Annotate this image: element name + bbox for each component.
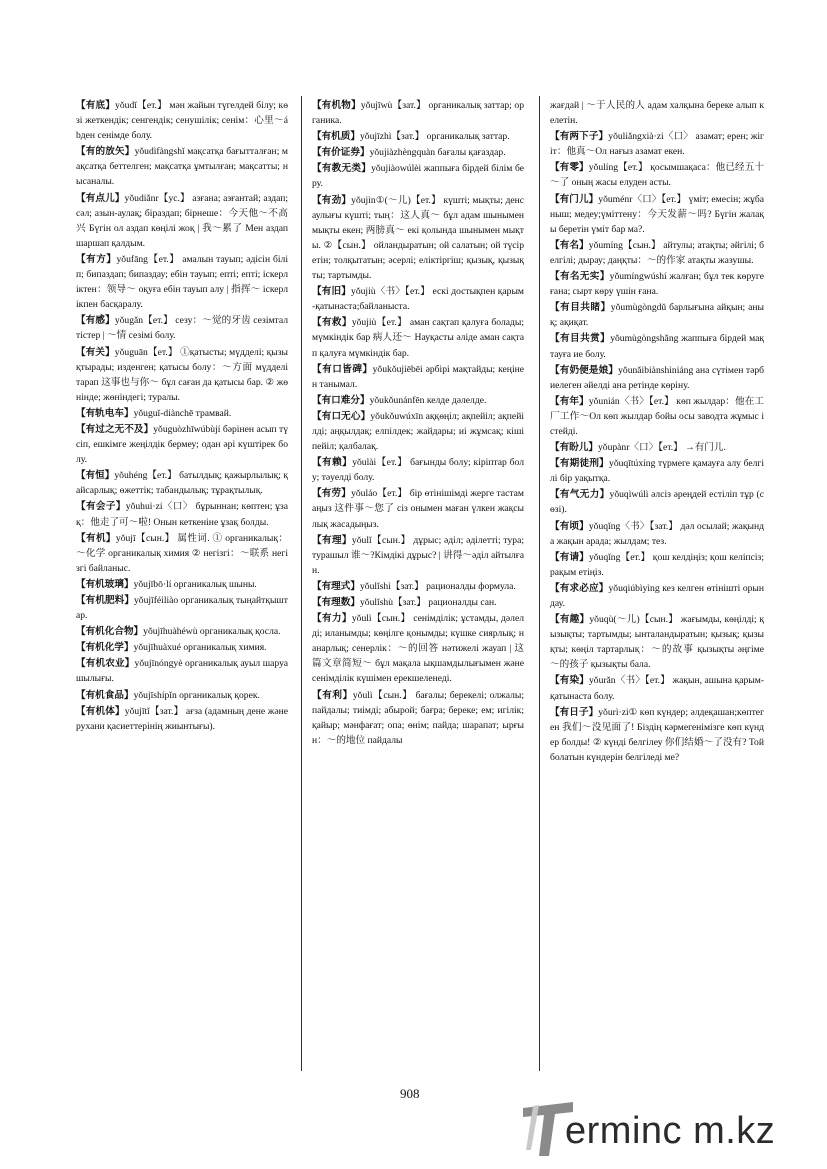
entry-headword: 【有教无类】 xyxy=(312,163,372,175)
dictionary-entry xyxy=(550,519,764,549)
dictionary-entry xyxy=(312,595,524,610)
entry-definition: yǒumíng【сын.】 айтулы; атақты; әйгілі; белгілі; дырау; даңқты：～的作家 атақты жазушы. xyxy=(550,239,764,266)
entry-definition: yǒulǐ【сын.】 дұрыс; әділ; әділетті; тура; турашыл 谁～?Кімдікі дұрыс? | 讲得～әділ айтылған. xyxy=(312,534,524,576)
entry-headword: 【有请】 xyxy=(550,551,589,563)
dictionary-entry xyxy=(550,581,764,611)
entry-headword: 【有感】 xyxy=(76,315,115,327)
dictionary-entry xyxy=(312,98,524,128)
dictionary-entry xyxy=(76,704,288,734)
dictionary-entry xyxy=(550,394,764,439)
termincom-logo[interactable] xyxy=(519,1100,819,1160)
column-divider xyxy=(301,96,302,1071)
dictionary-entry xyxy=(76,577,288,592)
dictionary-entry xyxy=(76,191,288,251)
entry-headword: 【有点儿】 xyxy=(76,192,125,204)
entry-definition: yǒuliǎngxià·zi〈口〉 азамат; ерен; жігіт：他真～Ол нағыз азамат екен. xyxy=(550,131,764,158)
entry-headword: 【有救】 xyxy=(312,317,352,329)
entry-headword: 【有机肥料】 xyxy=(76,595,134,606)
entry-headword: 【有气无力】 xyxy=(550,489,610,501)
entry-definition: yǒumùgòngshǎng жаппыға бірдей мақтауға ие болу. xyxy=(550,333,764,360)
dictionary-entry xyxy=(550,331,764,361)
dictionary-entry xyxy=(76,313,288,343)
entry-definition: yǒukǒunánfēn келде дәлелде. xyxy=(369,394,487,406)
entry-headword: 【有机质】 xyxy=(312,131,360,143)
entry-headword: 【有劲】 xyxy=(312,194,352,206)
entry-definition: yǒulǐshù【зат.】 рационалды сан. xyxy=(359,597,497,608)
entry-headword: 【有名无实】 xyxy=(550,271,610,283)
dictionary-entry xyxy=(76,144,288,189)
entry-definition: yǒujiù〈书〉【ет.】 ескі достықпен қарым-қатынаста;байланыста. xyxy=(312,286,524,313)
dictionary-entry xyxy=(312,393,524,408)
entry-definition: yǒumùgòngdǔ барлығына айқын; анық; ақиқат. xyxy=(550,302,764,329)
dictionary-entry xyxy=(76,531,288,576)
entry-headword: 【有劳】 xyxy=(312,488,352,500)
entry-headword: 【有目共睹】 xyxy=(550,302,611,314)
dictionary-entry xyxy=(550,456,764,486)
entry-definition: yǒuguòzhīwúbùjí бәрінен асып түсіп, ешкімге жеңілдік бермеу; одан әрі күштірек болу. xyxy=(76,423,288,466)
dictionary-entry xyxy=(550,300,764,330)
entry-headword: 【有两下子】 xyxy=(550,131,609,143)
dictionary-entry xyxy=(312,362,524,392)
dictionary-entry xyxy=(76,640,288,655)
entry-definition: yǒujīhuàxué органикалық химия. xyxy=(133,642,267,654)
entry-definition: yǒuláo【ет.】 бір өтінішімді жерге тастамаңыз 这件事～您了 сіз онымен маған үлкен жақсылық жасадыңыз. xyxy=(312,488,524,530)
entry-headword: 【有口皆碑】 xyxy=(312,363,373,375)
entry-headword: 【有日子】 xyxy=(550,706,599,718)
entry-headword: 【有门儿】 xyxy=(550,193,599,205)
entry-definition: yǒudìfàngshǐ мақсатқа бағытталған; мақсатқа беттелген; мақсатқа ұмтылған; мақсатты; нысаналы. xyxy=(76,146,288,188)
entry-headword: 【有理式】 xyxy=(312,580,360,592)
entry-definition: yǒuqiúbìyìng кез келген өтінішті орындау. xyxy=(550,582,764,609)
dictionary-entry xyxy=(76,406,288,421)
dictionary-entry xyxy=(550,550,764,580)
dictionary-entry xyxy=(312,486,524,531)
dictionary-entry xyxy=(76,593,288,623)
dictionary-entry xyxy=(76,688,288,703)
dictionary-entry xyxy=(550,160,764,190)
dictionary-entry xyxy=(550,269,764,299)
dictionary-entry xyxy=(550,129,764,159)
entry-headword: 【有利】 xyxy=(312,689,353,701)
dictionary-entry xyxy=(550,673,764,703)
entry-definition: yǒuhuì·zi〈口〉 бұрыннан; көптен; ұзақ：他走了可～啦! Онын кеткеніне ұзақ болды. xyxy=(76,501,288,528)
entry-definition: yǒujiàowúlèi жаппыға бірдей білім беру. xyxy=(312,163,524,190)
dictionary-entry xyxy=(76,345,288,405)
entry-headword: 【有恒】 xyxy=(76,470,115,482)
entry-definition: yǒujīwù【зат.】 органикалық заттар; органика. xyxy=(312,100,524,127)
entry-definition: yǒujītǐ【зат.】 ағза (адамның дене және рухани қасиеттерінің жиынтығы). xyxy=(76,705,288,732)
dictionary-entry xyxy=(312,533,524,578)
entry-headword: 【有价证券】 xyxy=(312,147,370,159)
entry-definition: yǒunǎibiànshìniáng ана сүтімен тәрбиелеген әйелді ана ретінде көріну. xyxy=(550,364,764,391)
entry-definition: yǒujī【сын.】 属性词. ① органикалық：～化学 органикалық химия ② негізгі：～联系 негізгі байланыс. xyxy=(76,532,288,574)
entry-definition: yǒujīhuàhéwù органикалық қосла. xyxy=(143,626,281,638)
dictionary-entry xyxy=(312,611,524,686)
entry-headword: 【有口难分】 xyxy=(312,394,370,406)
entry-headword: 【有过之无不及】 xyxy=(76,423,154,435)
entry-definition: yǒulì【сын.】 сенімділік; ұстамды, дәлелді; иланымды; көңілге қонымды; күшке сиярлық; нанарлық; сенерлік：～的回答 нәтижелі жауап | 这篇文章简短～ бұл мақала ықшамдылығымен және сенімділік күшімен ерекшеленеді. xyxy=(312,613,524,685)
entry-definition: yǒukǒujiēbēi әрбірі мақтайды; кеңінен танымал. xyxy=(312,363,524,390)
dictionary-entry xyxy=(550,238,764,268)
entry-definition: yǒujìn①(～儿)【ет.】 күшті; мықты; денсаулығы күшті; тың：这人真～ бұл адам шынымен мықты екен; 两膀真～ екі қолында шынымен мықты. ②【сын.】 ойландыратын; ой салатын; ой түсіретін; толқытатын; әсерлі; еліктіргіш; қызық, қызықты; тартымды. xyxy=(312,194,524,282)
entry-definition: yǒuqītúxíng түрмеге қамауға алу белгілі бір уақытқа. xyxy=(550,458,764,485)
dictionary-column-2 xyxy=(312,98,524,1083)
entry-headword: 【有奶便是娘】 xyxy=(550,364,619,376)
dictionary-entry xyxy=(76,499,288,529)
entry-definition: yǒujiàzhèngquàn бағалы қағаздар. xyxy=(369,147,506,159)
entry-headword: 【有机物】 xyxy=(312,100,361,111)
entry-definition: yǒugǎn【ет.】 сезу：～觉的牙齿 сезімтал тістер | ～情 сезімі болу. xyxy=(76,315,288,342)
entry-headword: 【有轨电车】 xyxy=(76,407,134,419)
entry-headword: 【有底】 xyxy=(76,100,116,111)
entry-headword: 【有机化合物】 xyxy=(76,626,144,638)
entry-headword: 【有理】 xyxy=(312,534,352,546)
entry-definition: yǒudiǎnr【ус.】 азғана; азғантай; аздап; сәл; азын-аулақ; біраздап; бірнеше：今天他～不高兴 Бүгін ол аздап көңілі жоқ | 我～累了 Мен аздап шаршап қалдым. xyxy=(76,192,288,249)
dictionary-entry xyxy=(550,440,764,455)
dictionary-entry xyxy=(550,98,764,128)
dictionary-entry xyxy=(312,129,524,144)
entry-headword: 【有机农业】 xyxy=(76,658,135,670)
dictionary-entry xyxy=(312,161,524,191)
entry-headword: 【有盼儿】 xyxy=(550,442,598,454)
dictionary-entry xyxy=(312,284,524,314)
entry-definition: yǒudǐ【ет.】 мән жайын түгелдей білу; көзі жеткендік; сенгендік; сенушілік; сенім：心里～ábден сенімде болу. xyxy=(76,100,288,142)
dictionary-entry xyxy=(312,579,524,594)
entry-definition: yǒuguān【ет.】 ①қатысты; мүдделі; қызықтырады; изденген; қатысы болу：～方面 мүдделі тарап 这事也与你～ бұл саған да қатысы бар. ② жөнінде; жөніндегі; туралы. xyxy=(76,346,288,403)
entry-definition: yǒuqìwúlì әлсіз әреңдей естіліп тұр (сөзі). xyxy=(550,489,764,516)
entry-headword: 【有关】 xyxy=(76,346,115,358)
entry-headword: 【有力】 xyxy=(312,613,352,625)
dictionary-column-1 xyxy=(76,98,288,1083)
column-divider xyxy=(539,96,540,1071)
entry-definition: yǒupànr〈口〉【ет.】 →有门儿. xyxy=(597,442,726,454)
entry-headword: 【有顷】 xyxy=(550,520,589,532)
dictionary-entry xyxy=(312,455,524,485)
entry-headword: 【有染】 xyxy=(550,675,589,687)
entry-definition: yǒujiù【ет.】 аман сақтап қалуға болады; мүмкіндік бар 病人还～ Науқасты әліде аман сақтап қалуға мүмкіндік бар. xyxy=(312,317,524,359)
dictionary-entry xyxy=(76,422,288,467)
entry-headword: 【有趣】 xyxy=(550,614,590,626)
entry-definition: yǒuménr〈口〉【ет.】 үміт; емесін; жұбаныш; медеу;үміттену：今天发薪～吗? Бүгін жалақы беретін үміт бар ма?. xyxy=(550,193,764,235)
page-number: 908 xyxy=(400,1086,420,1101)
entry-definition: yǒulíng【ет.】 қосымшақаса：他已经五十～了 оның жасы елуден асты. xyxy=(550,162,764,189)
entry-headword: 【有求必应】 xyxy=(550,582,609,594)
dictionary-entry xyxy=(312,315,524,360)
entry-headword: 【有机玻璃】 xyxy=(76,578,134,590)
dictionary-entry xyxy=(76,468,288,498)
entry-headword: 【有理数】 xyxy=(312,597,360,608)
entry-definition: yǒuqǐng〈书〉【зат.】 дәл осылай; жақында жақын арада; жылдам; тез. xyxy=(550,520,764,547)
entry-headword: 【有零】 xyxy=(550,162,589,174)
entry-headword: 【有机】 xyxy=(76,532,116,544)
entry-headword: 【有会子】 xyxy=(76,501,126,513)
entry-headword: 【有口无心】 xyxy=(312,410,371,422)
dictionary-entry xyxy=(550,487,764,517)
entry-definition: yǒurì·zi① көп күндер; әлдеқашан;көптеген 我们～没见面了! Біздің кәрмегенімізге көп күндер болды! ② күнді белгілеу 你们结婚～了没有? Той болатын күндерін белгіледі ме? xyxy=(550,706,764,763)
entry-definition: yǒujīzhì【зат.】 органикалық заттар. xyxy=(359,131,510,143)
entry-headword: 【有机化学】 xyxy=(76,642,134,654)
dictionary-entry xyxy=(76,656,288,686)
dictionary-column-3 xyxy=(550,98,764,1083)
entry-headword: 【有的放矢】 xyxy=(76,146,135,158)
entry-definition: yǒuhéng【ет.】 батылдық; қажырлылық; қайсарлық; өжеттік; табандылық; тұрақтылық. xyxy=(76,470,288,497)
entry-definition: yǒulì【сын.】 бағалы; берекелі; олжалы; пайдалы; тиімді; абырой; бағра; береке; ем; игілік; қайыр; мәнфағат; опа; өнім; пайда; шарапат; ырғын：～的地位 пайдалы xyxy=(312,689,524,746)
dictionary-entry xyxy=(550,192,764,237)
entry-definition: yǒunián〈书〉【ет.】 көп жылдар：他在工厂工作～Ол көп жылдар бойы осы заводта жұмыс істейді. xyxy=(550,395,764,437)
dictionary-entry xyxy=(76,624,288,639)
dictionary-entry xyxy=(550,612,764,672)
dictionary-entry xyxy=(312,193,524,284)
entry-headword: 【有名】 xyxy=(550,239,589,251)
entry-headword: 【有机体】 xyxy=(76,705,125,717)
entry-definition: yǒurǎn〈书〉【ет.】 жақын, ашына қарым-қатынаста болу. xyxy=(550,675,764,702)
entry-definition: yǒukǒuwúxīn аққөңіл; ақпейіл; ақпейілді; аңқылдақ; елпілдек; жайдары; иі жұмсақ; кішіпейіл; қалбалақ. xyxy=(312,410,524,453)
logo-text: erminc m.kz xyxy=(565,1110,776,1152)
entry-definition: yǒujībō·lí органикалық шыны. xyxy=(133,578,257,590)
entry-definition: yǒuqǐng【ет.】 қош келдіңіз; қош келіпсіз; рақым етіңіз. xyxy=(550,551,764,578)
dictionary-entry xyxy=(312,409,524,454)
entry-definition: yǒujīnóngyè органикалық ауыл шаруашылығы. xyxy=(76,658,288,685)
entry-definition: yǒulài【ет.】 бағынды болу; кіріптар болу; тәуелді болу. xyxy=(312,457,524,484)
entry-definition: yǒufāng【ет.】 амалын тауып; әдісін біліп; бипаздап; бипаздау; ебін тауып; епті; епті; іскерліктен：领导～ оқуға ебін тауып алу | 指挥～ іскерлікпен басқаралу. xyxy=(76,253,288,311)
dictionary-entry xyxy=(312,688,524,748)
entry-headword: 【有年】 xyxy=(550,395,589,407)
entry-definition: yǒulǐshì【зат.】 рационалды формула. xyxy=(359,580,516,592)
entry-headword: 【有旧】 xyxy=(312,286,352,298)
entry-headword: 【有机食品】 xyxy=(76,689,134,701)
entry-definition: yǒumíngwúshí жалған; бұл тек көруге ғана; сырт көру үшін ғана. xyxy=(550,271,764,298)
dictionary-entry xyxy=(550,705,764,765)
entry-headword: 【有期徒刑】 xyxy=(550,458,610,470)
entry-definition: yǒujīshípǐn органикалық қорек. xyxy=(133,689,260,701)
entry-definition: жағдай | ～于人民的人 адам халқына береке алып келетін. xyxy=(550,100,764,127)
dictionary-entry xyxy=(550,363,764,393)
dictionary-entry xyxy=(76,98,288,143)
entry-headword: 【有方】 xyxy=(76,253,117,265)
entry-definition: yǒuguǐ-diànchē трамвай. xyxy=(133,407,232,419)
entry-headword: 【有赖】 xyxy=(312,457,353,469)
entry-definition: yǒuqù(～儿)【сын.】 жағымды, көңілді; қызықты; тартымды; ынталандыратын; қызық; қызықты; көңіл тартарлық：～的故事 қызықты әңгіме ～的孩子 қызықты бала. xyxy=(550,614,764,671)
dictionary-entry xyxy=(312,145,524,160)
dictionary-entry xyxy=(76,252,288,312)
entry-headword: 【有目共赏】 xyxy=(550,333,611,345)
entry-definition: yǒujīféiliào органикалық тыңайтқыштар. xyxy=(76,595,288,622)
